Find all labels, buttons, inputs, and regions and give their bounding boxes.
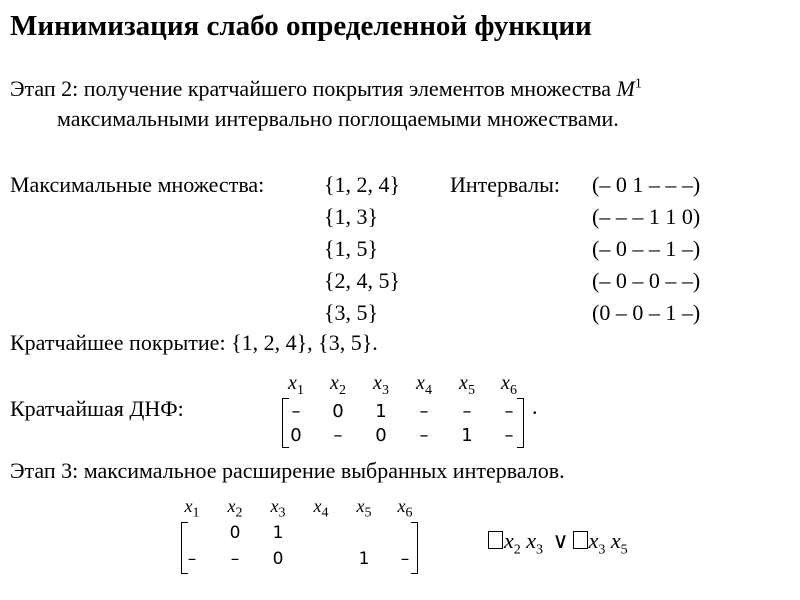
matrix-cell: – — [187, 549, 197, 569]
set-item: {1, 3} — [324, 204, 379, 229]
column-header: $x_4$ — [416, 372, 432, 398]
dnf-period: . — [532, 394, 538, 419]
variable-index: 5 — [620, 542, 628, 558]
matrix-cell: 0 — [272, 549, 284, 569]
matrix-cell: 0 — [229, 523, 241, 543]
column-header: $x_2$ — [330, 372, 346, 398]
variable-index: 3 — [598, 542, 606, 558]
stage2-line2: максимальными интервально поглощаемыми множествами. — [57, 106, 619, 131]
variable-index: 3 — [536, 542, 544, 558]
column-header: $x_5$ — [356, 496, 372, 521]
variable: x — [610, 528, 621, 553]
interval-item: (0 – 0 – 1 –) — [592, 300, 701, 325]
matrix-cell: – — [419, 401, 429, 422]
matrix-cell: 0 — [375, 425, 387, 446]
page-title: Минимизация слабо определенной функции — [10, 10, 592, 42]
or-symbol: ∨ — [552, 529, 569, 554]
variable: x — [588, 528, 599, 553]
stage3-text: Этап 3: максимальное расширение выбранных интервалов. — [10, 458, 565, 483]
column-header: $x_3$ — [373, 372, 389, 398]
matrix-cell: – — [504, 401, 514, 422]
matrix-cell: 1 — [375, 401, 387, 422]
matrix-cell: 1 — [272, 523, 284, 543]
matrix-cell: – — [291, 401, 301, 422]
shortest-dnf-label: Кратчайшая ДНФ: — [10, 396, 184, 421]
column-header: $x_2$ — [227, 496, 243, 521]
stage2-line1 — [10, 76, 642, 102]
negation-box-icon — [488, 531, 503, 549]
shortest-cover: Кратчайшее покрытие: {1, 2, 4}, {3, 5}. — [10, 330, 378, 355]
matrix-cell: 1 — [358, 549, 370, 569]
interval-item: (– 0 – 0 – –) — [592, 268, 701, 293]
interval-item: (– 0 – – 1 –) — [592, 236, 701, 261]
set-item: {2, 4, 5} — [324, 268, 401, 293]
matrix-cell: 0 — [332, 401, 344, 422]
column-header: $x_1$ — [288, 372, 304, 398]
variable: x — [504, 528, 514, 553]
matrix-cell: – — [462, 401, 472, 422]
column-header: $x_4$ — [313, 496, 329, 521]
matrix-cell: – — [504, 425, 514, 446]
set-item: {3, 5} — [324, 300, 379, 325]
matrix-cell: – — [419, 425, 429, 446]
matrix-cell: – — [230, 549, 240, 569]
column-header: $x_6$ — [397, 496, 413, 521]
variable: x — [526, 528, 537, 553]
interval-item: (– 0 1 – – –) — [592, 172, 701, 197]
column-header: $x_5$ — [459, 372, 475, 398]
max-sets-label: Максимальные множества: — [10, 172, 265, 197]
matrix-cell: 1 — [461, 425, 473, 446]
set-superscript: 1 — [634, 76, 642, 92]
result-formula — [488, 528, 628, 558]
variable-index: 2 — [513, 542, 521, 558]
column-header: $x_3$ — [270, 496, 286, 521]
negation-box-icon — [573, 531, 588, 549]
stage2-line1-text: Этап 2: получение кратчайшего покрытия элементов множества — [10, 76, 617, 101]
interval-item: (– – – 1 1 0) — [592, 204, 701, 229]
matrix-cell: – — [400, 549, 410, 569]
set-item: {1, 2, 4} — [324, 172, 401, 197]
column-header: $x_6$ — [501, 372, 517, 398]
intervals-label: Интервалы: — [450, 172, 560, 197]
matrix-cell: 0 — [290, 425, 302, 446]
set-symbol: M — [616, 76, 635, 101]
set-item: {1, 5} — [324, 236, 379, 261]
column-header: $x_1$ — [184, 496, 200, 521]
matrix-cell: – — [333, 425, 343, 446]
